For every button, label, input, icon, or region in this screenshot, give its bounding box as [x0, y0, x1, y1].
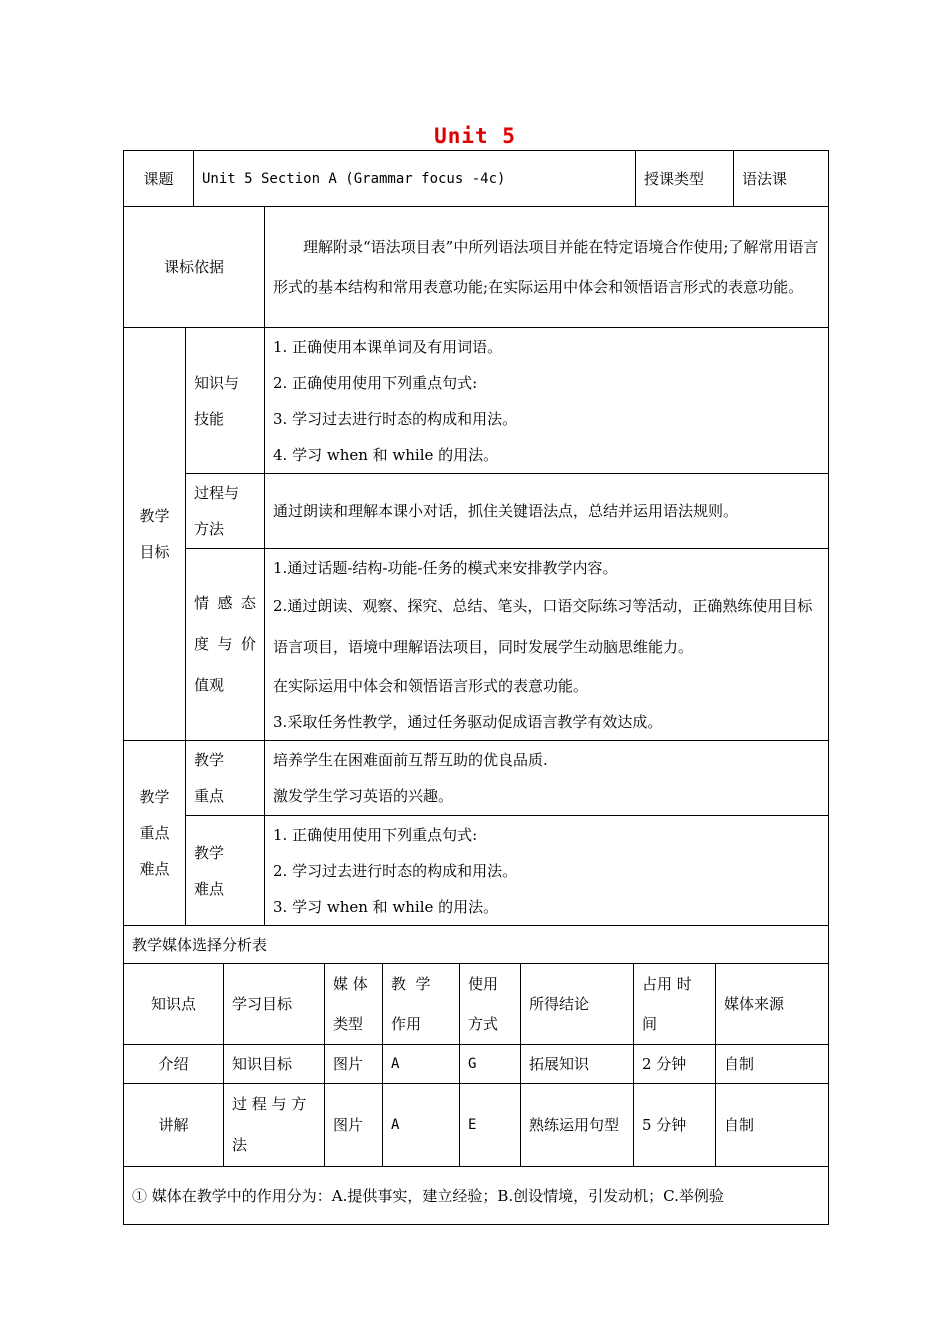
cell-source: 自制 — [716, 1084, 829, 1167]
emotion-label — [186, 549, 265, 741]
knowledge-label-line: 知识与 — [194, 373, 240, 392]
list-item: 2. 正确使用使用下列重点句式: — [273, 373, 478, 392]
focus-label-line: 教学 — [194, 751, 225, 769]
difficulty-label-line: 难点 — [194, 879, 225, 898]
header-line: 作用 — [391, 1015, 422, 1033]
cell-type: 图片 — [325, 1084, 383, 1167]
focus-list — [265, 741, 829, 816]
header-line: 占用 时 — [642, 975, 692, 993]
cell-point: 介绍 — [124, 1045, 224, 1084]
knowledge-list — [265, 328, 829, 474]
header-source: 媒体来源 — [716, 964, 829, 1045]
lesson-body-table — [123, 206, 829, 964]
table-row — [124, 1084, 829, 1167]
keypoints-label-line: 教学 — [139, 788, 170, 806]
list-item: 激发学生学习英语的兴趣。 — [273, 787, 454, 805]
goals-label-line: 教学 — [139, 507, 170, 525]
process-label-line: 过程与 — [194, 484, 240, 502]
list-item: 4. 学习 when 和 while 的用法。 — [273, 445, 499, 464]
list-item: 3.采取任务性教学，通过任务驱动促成语言教学有效达成。 — [273, 712, 663, 731]
goals-label-line: 目标 — [139, 543, 170, 561]
cell-conclusion: 拓展知识 — [521, 1045, 634, 1084]
keypoints-label-line: 难点 — [139, 860, 170, 878]
emotion-label-line: 度 与 价 — [194, 635, 257, 653]
header-media-type — [325, 964, 383, 1045]
lesson-header-table — [123, 150, 829, 207]
header-line: 使用 — [468, 975, 499, 993]
header-time — [634, 964, 716, 1045]
header-line: 间 — [642, 1015, 658, 1033]
standard-label: 课标依据 — [124, 207, 265, 328]
list-item: 在实际运用中体会和领悟语言形式的表意功能。 — [273, 676, 589, 695]
keypoints-label-line: 重点 — [139, 824, 170, 842]
header-usage — [460, 964, 521, 1045]
list-item: 培养学生在困难面前互帮互助的优良品质. — [273, 751, 548, 769]
standard-text — [265, 207, 829, 328]
process-label — [186, 474, 265, 549]
cell-time: 2 分钟 — [634, 1045, 716, 1084]
process-label-line: 方法 — [194, 520, 225, 538]
knowledge-label — [186, 328, 265, 474]
cell-goal-line: 过 程 与 方 — [232, 1095, 307, 1113]
header-line: 类型 — [333, 1015, 364, 1033]
header-knowledge-point: 知识点 — [124, 964, 224, 1045]
goals-label — [124, 328, 186, 741]
list-item: 2.通过朗读、观察、探究、总结、笔头，口语交际练习等活动，正确熟练使用目标语言项目，语境中理解语法项目，同时发展学生动脑思维能力。 — [273, 596, 813, 656]
list-item: 3. 学习 when 和 while 的用法。 — [273, 897, 499, 916]
header-teaching-role — [383, 964, 460, 1045]
table-row — [124, 1045, 829, 1084]
media-footnote: ① 媒体在教学中的作用分为：A.提供事实，建立经验；B.创设情境，引发动机；C.举例验 — [124, 1167, 829, 1225]
cell-source: 自制 — [716, 1045, 829, 1084]
knowledge-label-line: 技能 — [194, 409, 225, 428]
cell-goal: 知识目标 — [224, 1045, 325, 1084]
header-line: 教 学 — [391, 975, 431, 993]
emotion-label-line: 值观 — [194, 676, 225, 694]
list-item: 1. 正确使用本课单词及有用词语。 — [273, 337, 503, 356]
process-text: 通过朗读和理解本课小对话，抓住关键语法点，总结并运用语法规则。 — [265, 474, 829, 549]
header-learning-goal: 学习目标 — [224, 964, 325, 1045]
cell-conclusion: 熟练运用句型 — [521, 1084, 634, 1167]
cell-time: 5 分钟 — [634, 1084, 716, 1167]
list-item: 3. 学习过去进行时态的构成和用法。 — [273, 409, 518, 428]
standard-paragraph: 理解附录“语法项目表”中所列语法项目并能在特定语境合作使用;了解常用语言形式的基本结构和常用表意功能;在实际运用中体会和领悟语言形式的表意功能。 — [273, 238, 819, 296]
difficulty-list — [265, 816, 829, 926]
header-conclusion: 所得结论 — [521, 964, 634, 1045]
header-line: 媒 体 — [333, 975, 368, 993]
cell-goal-line: 法 — [232, 1136, 248, 1154]
media-section-title: 教学媒体选择分析表 — [124, 926, 829, 964]
type-label: 授课类型 — [636, 151, 734, 207]
cell-type: 图片 — [325, 1045, 383, 1084]
list-item: 1. 正确使用使用下列重点句式: — [273, 825, 478, 844]
topic-value: Unit 5 Section A (Grammar focus -4c) — [194, 151, 636, 207]
list-item: 2. 学习过去进行时态的构成和用法。 — [273, 861, 518, 880]
header-line: 方式 — [468, 1015, 499, 1033]
cell-role: A — [383, 1084, 460, 1167]
focus-label — [186, 741, 265, 816]
focus-label-line: 重点 — [194, 787, 225, 805]
media-table — [123, 963, 829, 1225]
cell-role: A — [383, 1045, 460, 1084]
cell-goal — [224, 1084, 325, 1167]
topic-label: 课题 — [124, 151, 194, 207]
type-value: 语法课 — [734, 151, 829, 207]
cell-point: 讲解 — [124, 1084, 224, 1167]
list-item: 1.通过话题-结构-功能-任务的模式来安排教学内容。 — [273, 558, 618, 577]
emotion-list — [265, 549, 829, 741]
cell-usage: G — [460, 1045, 521, 1084]
page-title: Unit 5 — [434, 124, 516, 148]
emotion-label-line: 情 感 态 — [194, 594, 257, 612]
difficulty-label-line: 教学 — [194, 843, 225, 862]
keypoints-label — [124, 741, 186, 926]
lesson-plan-table — [123, 150, 828, 1225]
difficulty-label — [186, 816, 265, 926]
cell-usage: E — [460, 1084, 521, 1167]
